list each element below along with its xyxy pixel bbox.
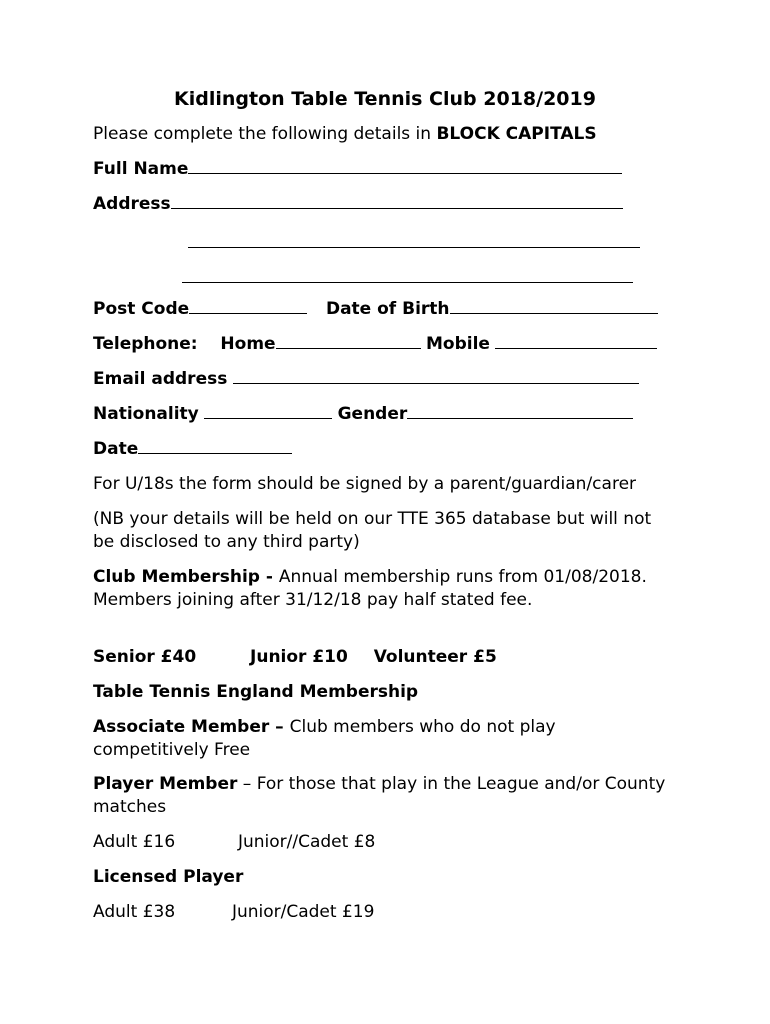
tte-heading: Table Tennis England Membership xyxy=(93,682,419,702)
address-input-line-2[interactable] xyxy=(188,233,640,248)
telephone-row xyxy=(93,333,657,356)
player-para xyxy=(93,773,673,819)
date-row xyxy=(93,438,292,461)
address-row-3 xyxy=(182,267,633,290)
licensed-adult-fee: Adult £38 xyxy=(93,902,176,922)
date-of-birth-input-line[interactable] xyxy=(450,299,658,314)
mobile-input-line[interactable] xyxy=(495,334,657,349)
licensed-junior-fee: Junior/Cadet £19 xyxy=(231,902,375,922)
instructions-text: Please complete the following details in xyxy=(93,124,437,144)
associate-text: Club members who do not play competitively Free xyxy=(93,717,556,760)
email-input-line[interactable] xyxy=(233,369,639,384)
player-adult-fee: Adult £16 xyxy=(93,832,176,852)
club-fees-row xyxy=(93,646,497,669)
club-membership-heading: Club Membership - xyxy=(93,567,279,587)
mobile-label: Mobile xyxy=(425,334,490,354)
post-code-input-line[interactable] xyxy=(189,299,307,314)
full-name-label: Full Name xyxy=(93,159,189,179)
date-label: Date xyxy=(93,439,139,459)
instructions-line xyxy=(93,123,597,146)
nationality-label: Nationality xyxy=(93,404,199,424)
player-junior-fee: Junior//Cadet £8 xyxy=(237,832,376,852)
associate-heading: Associate Member – xyxy=(93,717,290,737)
privacy-note: (NB your details will be held on our TTE 365 database but will not be disclosed to any third party) xyxy=(93,509,652,552)
address-row-2 xyxy=(188,232,640,255)
licensed-fees-row xyxy=(93,901,374,924)
full-name-row xyxy=(93,158,622,181)
email-row xyxy=(93,368,639,391)
form-title: Kidlington Table Tennis Club 2018/2019 xyxy=(174,88,596,110)
instructions-emphasis: BLOCK CAPITALS xyxy=(436,124,597,144)
club-membership-para xyxy=(93,566,673,612)
junior-fee: Junior £10 xyxy=(250,647,348,667)
telephone-label: Telephone: xyxy=(93,334,198,354)
address-input-line-3[interactable] xyxy=(182,268,633,283)
gender-label: Gender xyxy=(337,404,408,424)
date-of-birth-label: Date of Birth xyxy=(325,299,450,319)
address-input-line-1[interactable] xyxy=(171,194,623,209)
volunteer-fee: Volunteer £5 xyxy=(373,647,497,667)
player-text: – For those that play in the League and/or County matches xyxy=(93,774,666,817)
under18-note: For U/18s the form should be signed by a parent/guardian/carer xyxy=(93,474,637,494)
address-label: Address xyxy=(93,194,171,214)
player-fees-row xyxy=(93,831,375,854)
club-membership-text: Annual membership runs from 01/08/2018. Members joining after 31/12/18 pay half stated fee. xyxy=(93,567,647,610)
player-heading: Player Member xyxy=(93,774,238,794)
senior-fee: Senior £40 xyxy=(93,647,197,667)
gender-input-line[interactable] xyxy=(407,404,633,419)
nationality-gender-row xyxy=(93,403,633,426)
email-label: Email address xyxy=(93,369,228,389)
nationality-input-line[interactable] xyxy=(204,404,332,419)
home-phone-input-line[interactable] xyxy=(276,334,421,349)
date-input-line[interactable] xyxy=(138,439,292,454)
full-name-input-line[interactable] xyxy=(188,159,622,174)
home-label: Home xyxy=(220,334,276,354)
address-row xyxy=(93,193,623,216)
post-code-label: Post Code xyxy=(93,299,190,319)
licensed-heading: Licensed Player xyxy=(93,867,244,887)
postcode-dob-row xyxy=(93,298,658,321)
associate-para xyxy=(93,716,673,762)
